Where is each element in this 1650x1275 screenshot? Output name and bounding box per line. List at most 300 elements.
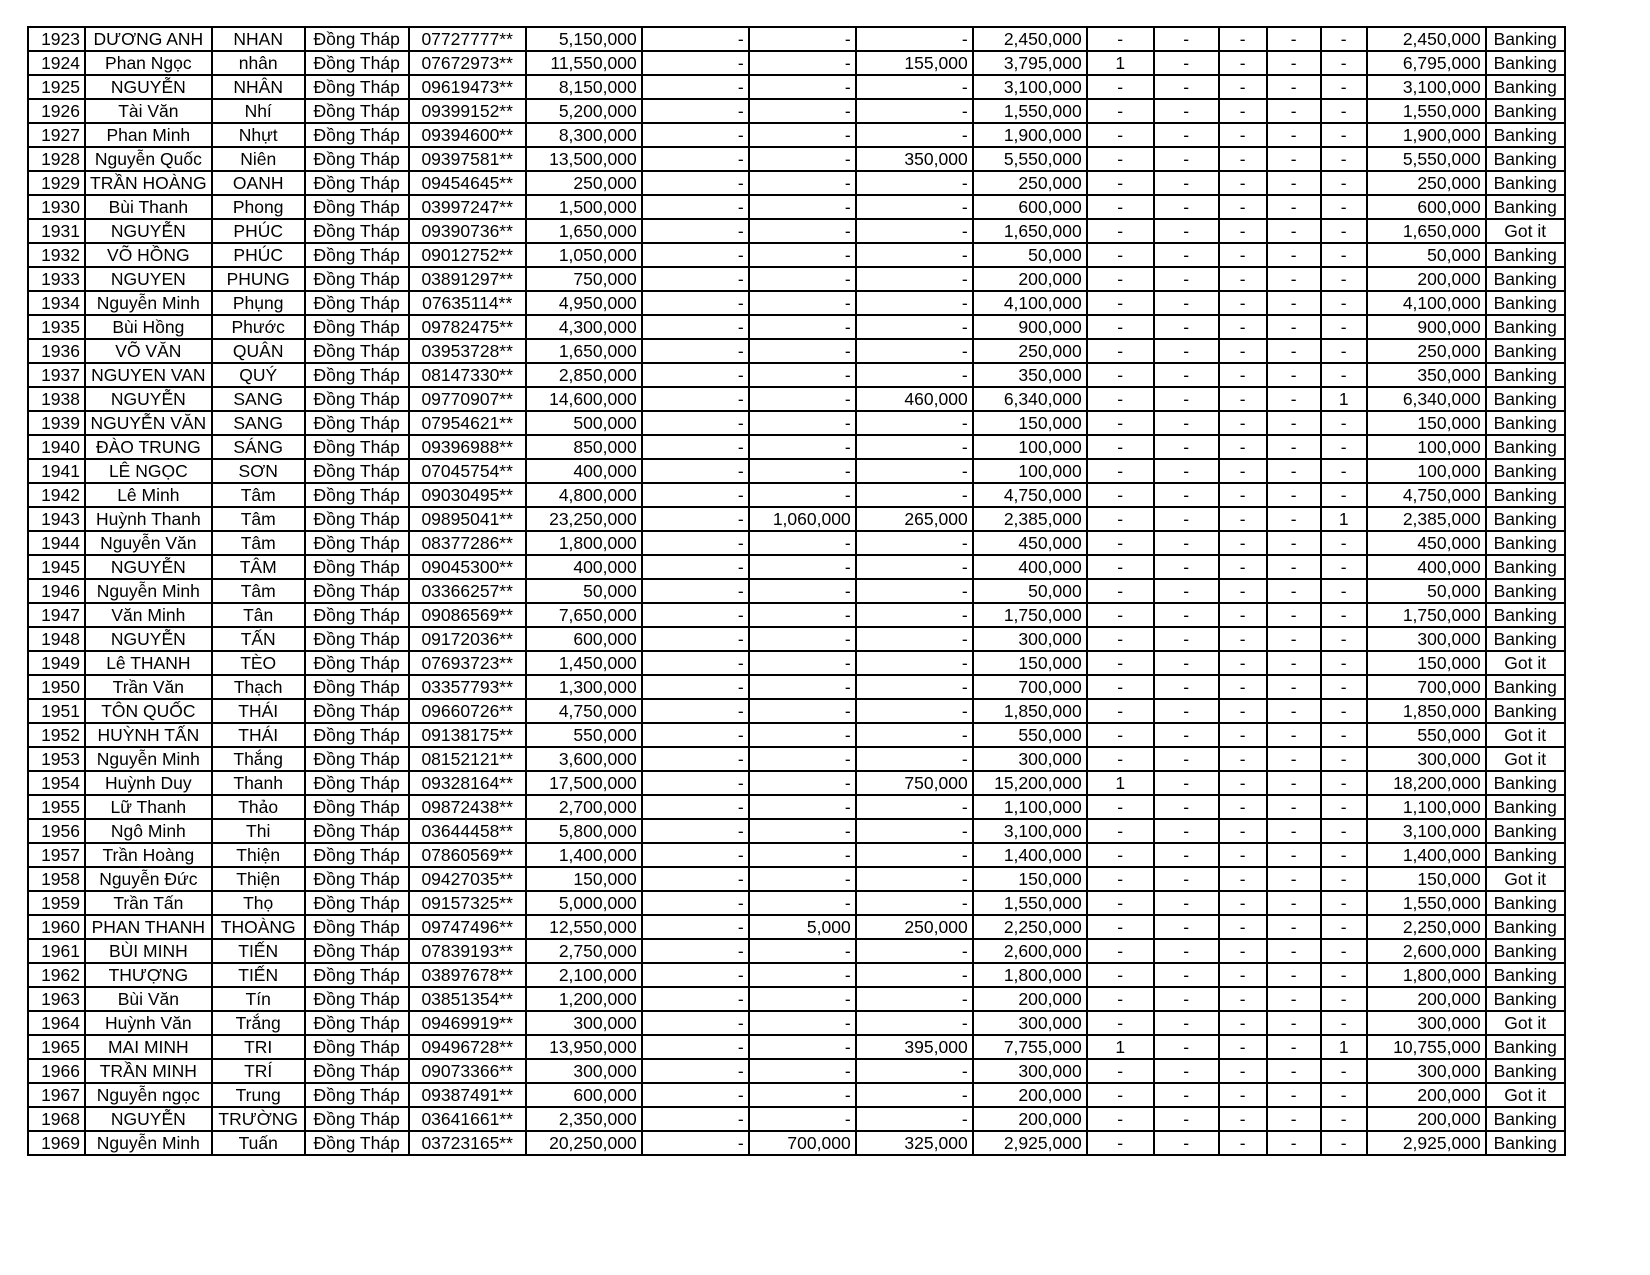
flag-cell-4: - — [1267, 603, 1321, 627]
province-cell: Đồng Tháp — [305, 51, 409, 75]
flag-cell-5: - — [1321, 963, 1367, 987]
payment-method-cell: Banking — [1486, 51, 1565, 75]
total-cell: 2,385,000 — [1367, 507, 1486, 531]
flag-cell-3: - — [1219, 123, 1267, 147]
surname-cell: THƯỢNG — [85, 963, 212, 987]
subtotal-cell: 2,385,000 — [973, 507, 1087, 531]
surname-cell: Huỳnh Thanh — [85, 507, 212, 531]
amount-cell: 1,400,000 — [526, 843, 642, 867]
value-cell-a: - — [642, 1131, 749, 1155]
value-cell-a: - — [642, 963, 749, 987]
table-row — [28, 699, 1565, 723]
flag-cell-2: - — [1154, 99, 1219, 123]
flag-cell-3: - — [1219, 267, 1267, 291]
flag-cell-2: - — [1154, 315, 1219, 339]
value-cell-a: - — [642, 1035, 749, 1059]
value-cell-a: - — [642, 507, 749, 531]
province-cell: Đồng Tháp — [305, 387, 409, 411]
table-row — [28, 219, 1565, 243]
surname-cell: Trần Tấn — [85, 891, 212, 915]
flag-cell-3: - — [1219, 939, 1267, 963]
row-number: 1965 — [28, 1035, 85, 1059]
flag-cell-5: 1 — [1321, 507, 1367, 531]
flag-cell-1: - — [1087, 747, 1154, 771]
payment-method-cell: Banking — [1486, 315, 1565, 339]
given-name-cell: Tâm — [212, 531, 305, 555]
flag-cell-5: - — [1321, 1059, 1367, 1083]
surname-cell: LÊ NGỌC — [85, 459, 212, 483]
row-number: 1961 — [28, 939, 85, 963]
value-cell-a: - — [642, 819, 749, 843]
value-cell-b: - — [749, 339, 856, 363]
province-cell: Đồng Tháp — [305, 27, 409, 51]
value-cell-b: - — [749, 75, 856, 99]
phone-cell: 03644458** — [409, 819, 526, 843]
flag-cell-1: - — [1087, 435, 1154, 459]
payment-method-cell: Banking — [1486, 771, 1565, 795]
row-number: 1925 — [28, 75, 85, 99]
phone-cell: 09770907** — [409, 387, 526, 411]
value-cell-b: - — [749, 267, 856, 291]
subtotal-cell: 150,000 — [973, 867, 1087, 891]
phone-cell: 09396988** — [409, 435, 526, 459]
subtotal-cell: 6,340,000 — [973, 387, 1087, 411]
phone-cell: 09782475** — [409, 315, 526, 339]
row-number: 1958 — [28, 867, 85, 891]
value-cell-c: 395,000 — [856, 1035, 973, 1059]
total-cell: 150,000 — [1367, 411, 1486, 435]
flag-cell-1: - — [1087, 267, 1154, 291]
flag-cell-5: - — [1321, 339, 1367, 363]
flag-cell-1: - — [1087, 99, 1154, 123]
subtotal-cell: 200,000 — [973, 1083, 1087, 1107]
payment-method-cell: Got it — [1486, 1083, 1565, 1107]
phone-cell: 09747496** — [409, 915, 526, 939]
table-row — [28, 1083, 1565, 1107]
flag-cell-5: - — [1321, 579, 1367, 603]
table-row — [28, 363, 1565, 387]
flag-cell-2: - — [1154, 387, 1219, 411]
total-cell: 1,650,000 — [1367, 219, 1486, 243]
province-cell: Đồng Tháp — [305, 819, 409, 843]
given-name-cell: TẤN — [212, 627, 305, 651]
flag-cell-4: - — [1267, 171, 1321, 195]
value-cell-c: - — [856, 339, 973, 363]
phone-cell: 03997247** — [409, 195, 526, 219]
total-cell: 3,100,000 — [1367, 819, 1486, 843]
payment-method-cell: Banking — [1486, 795, 1565, 819]
given-name-cell: Thiện — [212, 843, 305, 867]
flag-cell-5: - — [1321, 603, 1367, 627]
value-cell-a: - — [642, 27, 749, 51]
value-cell-c: - — [856, 1083, 973, 1107]
flag-cell-1: - — [1087, 75, 1154, 99]
flag-cell-5: - — [1321, 723, 1367, 747]
table-row — [28, 771, 1565, 795]
phone-cell: 09895041** — [409, 507, 526, 531]
surname-cell: DƯƠNG ANH — [85, 27, 212, 51]
payment-method-cell: Got it — [1486, 723, 1565, 747]
flag-cell-3: - — [1219, 867, 1267, 891]
flag-cell-1: - — [1087, 699, 1154, 723]
province-cell: Đồng Tháp — [305, 435, 409, 459]
flag-cell-3: - — [1219, 891, 1267, 915]
value-cell-b: - — [749, 1011, 856, 1035]
value-cell-c: - — [856, 795, 973, 819]
value-cell-b: - — [749, 123, 856, 147]
province-cell: Đồng Tháp — [305, 603, 409, 627]
value-cell-b: - — [749, 1107, 856, 1131]
table-row — [28, 1035, 1565, 1059]
flag-cell-3: - — [1219, 51, 1267, 75]
flag-cell-2: - — [1154, 795, 1219, 819]
amount-cell: 300,000 — [526, 1059, 642, 1083]
amount-cell: 1,650,000 — [526, 339, 642, 363]
flag-cell-1: - — [1087, 627, 1154, 651]
given-name-cell: Thảo — [212, 795, 305, 819]
amount-cell: 14,600,000 — [526, 387, 642, 411]
subtotal-cell: 250,000 — [973, 339, 1087, 363]
value-cell-c: - — [856, 747, 973, 771]
value-cell-c: 350,000 — [856, 147, 973, 171]
payment-method-cell: Got it — [1486, 1011, 1565, 1035]
flag-cell-4: - — [1267, 555, 1321, 579]
flag-cell-4: - — [1267, 27, 1321, 51]
surname-cell: Văn Minh — [85, 603, 212, 627]
province-cell: Đồng Tháp — [305, 987, 409, 1011]
payment-method-cell: Banking — [1486, 171, 1565, 195]
subtotal-cell: 900,000 — [973, 315, 1087, 339]
flag-cell-2: - — [1154, 267, 1219, 291]
table-row — [28, 603, 1565, 627]
flag-cell-3: - — [1219, 435, 1267, 459]
flag-cell-1: - — [1087, 891, 1154, 915]
flag-cell-1: - — [1087, 579, 1154, 603]
table-row — [28, 627, 1565, 651]
subtotal-cell: 200,000 — [973, 267, 1087, 291]
flag-cell-5: - — [1321, 747, 1367, 771]
flag-cell-4: - — [1267, 363, 1321, 387]
phone-cell: 08377286** — [409, 531, 526, 555]
payment-method-cell: Banking — [1486, 75, 1565, 99]
surname-cell: NGUYỄN — [85, 219, 212, 243]
total-cell: 900,000 — [1367, 315, 1486, 339]
table-row — [28, 435, 1565, 459]
table-row — [28, 171, 1565, 195]
total-cell: 1,550,000 — [1367, 891, 1486, 915]
value-cell-b: - — [749, 27, 856, 51]
phone-cell: 09397581** — [409, 147, 526, 171]
phone-cell: 07727777** — [409, 27, 526, 51]
flag-cell-5: - — [1321, 459, 1367, 483]
value-cell-b: - — [749, 987, 856, 1011]
province-cell: Đồng Tháp — [305, 219, 409, 243]
flag-cell-3: - — [1219, 1107, 1267, 1131]
table-row — [28, 795, 1565, 819]
flag-cell-1: - — [1087, 843, 1154, 867]
value-cell-a: - — [642, 363, 749, 387]
flag-cell-5: - — [1321, 267, 1367, 291]
value-cell-c: - — [856, 195, 973, 219]
flag-cell-1: - — [1087, 795, 1154, 819]
total-cell: 6,340,000 — [1367, 387, 1486, 411]
row-number: 1944 — [28, 531, 85, 555]
flag-cell-1: - — [1087, 123, 1154, 147]
payment-method-cell: Banking — [1486, 339, 1565, 363]
flag-cell-3: - — [1219, 1035, 1267, 1059]
value-cell-c: 155,000 — [856, 51, 973, 75]
given-name-cell: Nhí — [212, 99, 305, 123]
flag-cell-2: - — [1154, 771, 1219, 795]
flag-cell-2: - — [1154, 195, 1219, 219]
phone-cell: 09387491** — [409, 1083, 526, 1107]
amount-cell: 550,000 — [526, 723, 642, 747]
payment-method-cell: Got it — [1486, 219, 1565, 243]
value-cell-c: - — [856, 843, 973, 867]
flag-cell-3: - — [1219, 843, 1267, 867]
flag-cell-2: - — [1154, 339, 1219, 363]
subtotal-cell: 350,000 — [973, 363, 1087, 387]
total-cell: 100,000 — [1367, 459, 1486, 483]
flag-cell-2: - — [1154, 51, 1219, 75]
table-row — [28, 963, 1565, 987]
given-name-cell: OANH — [212, 171, 305, 195]
value-cell-c: - — [856, 699, 973, 723]
value-cell-c: - — [856, 651, 973, 675]
row-number: 1959 — [28, 891, 85, 915]
province-cell: Đồng Tháp — [305, 675, 409, 699]
total-cell: 300,000 — [1367, 627, 1486, 651]
value-cell-a: - — [642, 219, 749, 243]
payment-method-cell: Banking — [1486, 291, 1565, 315]
flag-cell-4: - — [1267, 987, 1321, 1011]
flag-cell-1: - — [1087, 531, 1154, 555]
value-cell-b: - — [749, 315, 856, 339]
phone-cell: 03723165** — [409, 1131, 526, 1155]
flag-cell-4: - — [1267, 699, 1321, 723]
flag-cell-1: - — [1087, 387, 1154, 411]
surname-cell: Nguyễn Minh — [85, 291, 212, 315]
table-row — [28, 339, 1565, 363]
value-cell-c: - — [856, 291, 973, 315]
flag-cell-3: - — [1219, 507, 1267, 531]
flag-cell-4: - — [1267, 435, 1321, 459]
province-cell: Đồng Tháp — [305, 195, 409, 219]
phone-cell: 03891297** — [409, 267, 526, 291]
amount-cell: 600,000 — [526, 1083, 642, 1107]
given-name-cell: TIẾN — [212, 963, 305, 987]
given-name-cell: Trung — [212, 1083, 305, 1107]
value-cell-c: - — [856, 363, 973, 387]
amount-cell: 1,800,000 — [526, 531, 642, 555]
given-name-cell: THÁI — [212, 699, 305, 723]
subtotal-cell: 300,000 — [973, 1011, 1087, 1035]
flag-cell-5: - — [1321, 195, 1367, 219]
flag-cell-2: - — [1154, 987, 1219, 1011]
value-cell-a: - — [642, 243, 749, 267]
flag-cell-5: - — [1321, 675, 1367, 699]
given-name-cell: PHÚC — [212, 219, 305, 243]
subtotal-cell: 1,100,000 — [973, 795, 1087, 819]
flag-cell-4: - — [1267, 651, 1321, 675]
flag-cell-5: - — [1321, 795, 1367, 819]
phone-cell: 03851354** — [409, 987, 526, 1011]
subtotal-cell: 1,650,000 — [973, 219, 1087, 243]
row-number: 1960 — [28, 915, 85, 939]
flag-cell-3: - — [1219, 459, 1267, 483]
flag-cell-5: - — [1321, 627, 1367, 651]
surname-cell: VÕ VĂN — [85, 339, 212, 363]
flag-cell-3: - — [1219, 987, 1267, 1011]
value-cell-c: - — [856, 243, 973, 267]
amount-cell: 23,250,000 — [526, 507, 642, 531]
province-cell: Đồng Tháp — [305, 843, 409, 867]
subtotal-cell: 1,550,000 — [973, 891, 1087, 915]
flag-cell-2: - — [1154, 915, 1219, 939]
table-row — [28, 291, 1565, 315]
amount-cell: 2,100,000 — [526, 963, 642, 987]
province-cell: Đồng Tháp — [305, 99, 409, 123]
amount-cell: 8,150,000 — [526, 75, 642, 99]
payment-method-cell: Banking — [1486, 27, 1565, 51]
surname-cell: BÙI MINH — [85, 939, 212, 963]
phone-cell: 09394600** — [409, 123, 526, 147]
row-number: 1935 — [28, 315, 85, 339]
amount-cell: 17,500,000 — [526, 771, 642, 795]
value-cell-a: - — [642, 99, 749, 123]
flag-cell-4: - — [1267, 723, 1321, 747]
flag-cell-2: - — [1154, 411, 1219, 435]
payment-method-cell: Banking — [1486, 939, 1565, 963]
phone-cell: 07672973** — [409, 51, 526, 75]
table-row — [28, 147, 1565, 171]
phone-cell: 07860569** — [409, 843, 526, 867]
subtotal-cell: 2,925,000 — [973, 1131, 1087, 1155]
total-cell: 1,100,000 — [1367, 795, 1486, 819]
payment-method-cell: Banking — [1486, 363, 1565, 387]
flag-cell-4: - — [1267, 843, 1321, 867]
flag-cell-1: - — [1087, 675, 1154, 699]
value-cell-b: - — [749, 939, 856, 963]
payment-method-cell: Banking — [1486, 147, 1565, 171]
flag-cell-4: - — [1267, 1083, 1321, 1107]
surname-cell: Bùi Hồng — [85, 315, 212, 339]
value-cell-b: - — [749, 771, 856, 795]
phone-cell: 09030495** — [409, 483, 526, 507]
row-number: 1934 — [28, 291, 85, 315]
flag-cell-1: - — [1087, 939, 1154, 963]
province-cell: Đồng Tháp — [305, 651, 409, 675]
total-cell: 200,000 — [1367, 267, 1486, 291]
value-cell-b: - — [749, 675, 856, 699]
flag-cell-2: - — [1154, 579, 1219, 603]
value-cell-c: 460,000 — [856, 387, 973, 411]
flag-cell-2: - — [1154, 27, 1219, 51]
province-cell: Đồng Tháp — [305, 531, 409, 555]
value-cell-c: - — [856, 675, 973, 699]
phone-cell: 09399152** — [409, 99, 526, 123]
given-name-cell: Phước — [212, 315, 305, 339]
flag-cell-1: - — [1087, 219, 1154, 243]
given-name-cell: nhân — [212, 51, 305, 75]
value-cell-a: - — [642, 579, 749, 603]
total-cell: 250,000 — [1367, 171, 1486, 195]
phone-cell: 09454645** — [409, 171, 526, 195]
table-row — [28, 267, 1565, 291]
value-cell-b: - — [749, 795, 856, 819]
surname-cell: NGUYỄN — [85, 387, 212, 411]
phone-cell: 09157325** — [409, 891, 526, 915]
value-cell-c: 750,000 — [856, 771, 973, 795]
flag-cell-1: - — [1087, 1131, 1154, 1155]
flag-cell-4: - — [1267, 1035, 1321, 1059]
flag-cell-4: - — [1267, 75, 1321, 99]
flag-cell-2: - — [1154, 459, 1219, 483]
table-row — [28, 555, 1565, 579]
row-number: 1940 — [28, 435, 85, 459]
row-number: 1969 — [28, 1131, 85, 1155]
flag-cell-4: - — [1267, 507, 1321, 531]
given-name-cell: QUÂN — [212, 339, 305, 363]
table-row — [28, 411, 1565, 435]
table-row — [28, 1011, 1565, 1035]
flag-cell-4: - — [1267, 387, 1321, 411]
subtotal-cell: 1,900,000 — [973, 123, 1087, 147]
amount-cell: 1,300,000 — [526, 675, 642, 699]
subtotal-cell: 4,750,000 — [973, 483, 1087, 507]
amount-cell: 5,000,000 — [526, 891, 642, 915]
row-number: 1924 — [28, 51, 85, 75]
phone-cell: 03357793** — [409, 675, 526, 699]
subtotal-cell: 200,000 — [973, 1107, 1087, 1131]
phone-cell: 09012752** — [409, 243, 526, 267]
surname-cell: Trần Văn — [85, 675, 212, 699]
value-cell-b: - — [749, 867, 856, 891]
value-cell-a: - — [642, 1107, 749, 1131]
flag-cell-4: - — [1267, 915, 1321, 939]
flag-cell-2: - — [1154, 531, 1219, 555]
total-cell: 1,900,000 — [1367, 123, 1486, 147]
flag-cell-2: - — [1154, 1131, 1219, 1155]
flag-cell-2: - — [1154, 435, 1219, 459]
amount-cell: 2,700,000 — [526, 795, 642, 819]
province-cell: Đồng Tháp — [305, 123, 409, 147]
total-cell: 50,000 — [1367, 579, 1486, 603]
given-name-cell: Thạch — [212, 675, 305, 699]
flag-cell-5: - — [1321, 291, 1367, 315]
surname-cell: PHAN THANH — [85, 915, 212, 939]
row-number: 1950 — [28, 675, 85, 699]
total-cell: 2,250,000 — [1367, 915, 1486, 939]
row-number: 1928 — [28, 147, 85, 171]
flag-cell-4: - — [1267, 267, 1321, 291]
flag-cell-3: - — [1219, 651, 1267, 675]
surname-cell: TRẦN MINH — [85, 1059, 212, 1083]
flag-cell-4: - — [1267, 1107, 1321, 1131]
given-name-cell: SANG — [212, 411, 305, 435]
payment-method-cell: Banking — [1486, 387, 1565, 411]
surname-cell: Lê THANH — [85, 651, 212, 675]
payment-method-cell: Banking — [1486, 267, 1565, 291]
value-cell-b: - — [749, 819, 856, 843]
row-number: 1963 — [28, 987, 85, 1011]
subtotal-cell: 300,000 — [973, 627, 1087, 651]
given-name-cell: QUÝ — [212, 363, 305, 387]
flag-cell-3: - — [1219, 147, 1267, 171]
value-cell-c: - — [856, 867, 973, 891]
surname-cell: NGUYEN VAN — [85, 363, 212, 387]
flag-cell-3: - — [1219, 723, 1267, 747]
